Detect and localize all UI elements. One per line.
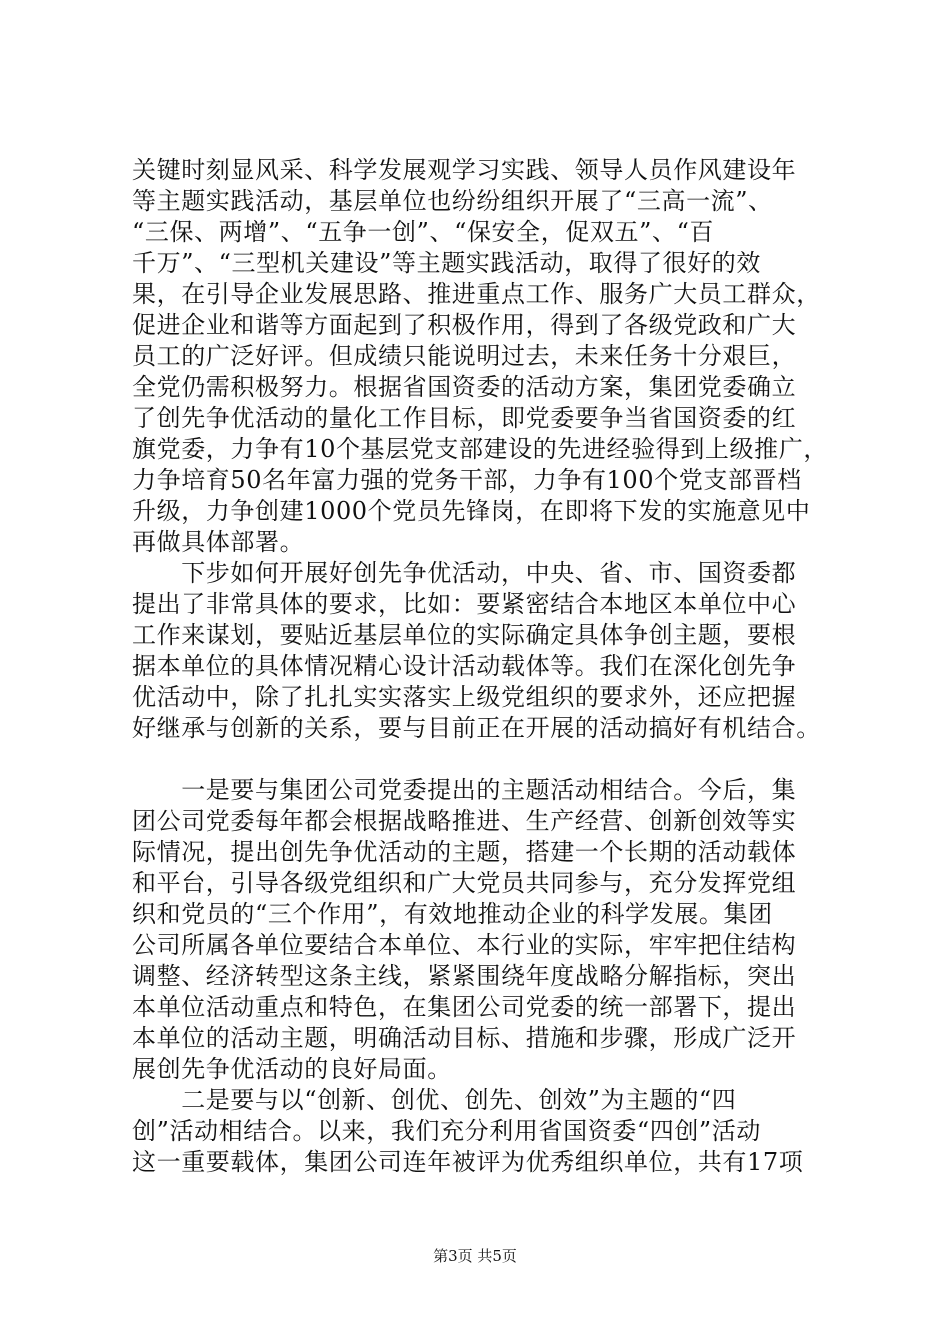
text-line: 提出了非常具体的要求，比如：要紧密结合本地区本单位中心 — [132, 590, 797, 618]
text-line: 本单位的活动主题，明确活动目标、措施和步骤，形成广泛开 — [132, 1024, 797, 1052]
text-line: 际情况，提出创先争优活动的主题，搭建一个长期的活动载体 — [132, 838, 797, 866]
text-line: 展创先争优活动的良好局面。 — [132, 1055, 452, 1083]
text-line: 工作来谋划，要贴近基层单位的实际确定具体争创主题，要根 — [132, 621, 797, 649]
text-line: 织和党员的“三个作用”，有效地推动企业的科学发展。集团 — [132, 900, 773, 928]
text-line: 关键时刻显风采、科学发展观学习实践、领导人员作风建设年 — [132, 156, 797, 184]
text-line: 本单位活动重点和特色，在集团公司党委的统一部署下，提出 — [132, 993, 797, 1021]
text-line: 员工的广泛好评。但成绩只能说明过去，未来任务十分艰巨， — [132, 342, 797, 370]
text-line: 促进企业和谐等方面起到了积极作用，得到了各级党政和广大 — [132, 311, 797, 339]
text-line: 据本单位的具体情况精心设计活动载体等。我们在深化创先争 — [132, 652, 797, 680]
text-line: 全党仍需积极努力。根据省国资委的活动方案，集团党委确立 — [132, 373, 797, 401]
text-line: 二是要与以“创新、创优、创先、创效”为主题的“四 — [132, 1086, 737, 1114]
text-line: 公司所属各单位要结合本单位、本行业的实际，牢牢把住结构 — [132, 931, 797, 959]
text-line: 了创先争优活动的量化工作目标，即党委要争当省国资委的红 — [132, 404, 797, 432]
text-line: 等主题实践活动，基层单位也纷纷组织开展了“三高一流”、 — [132, 187, 773, 215]
text-line: “三保、两增”、“五争一创”、“保安全，促双五”、“百 — [132, 218, 715, 246]
text-line: 力争培育50名年富力强的党务干部，力争有100个党支部晋档 — [132, 466, 802, 494]
text-line: 果，在引导企业发展思路、推进重点工作、服务广大员工群众， — [132, 280, 821, 308]
text-line: 下步如何开展好创先争优活动，中央、省、市、国资委都 — [132, 559, 797, 587]
text-line: 一是要与集团公司党委提出的主题活动相结合。今后，集 — [132, 776, 797, 804]
text-line: 优活动中，除了扎扎实实落实上级党组织的要求外，还应把握 — [132, 683, 797, 711]
text-line: 团公司党委每年都会根据战略推进、生产经营、创新创效等实 — [132, 807, 797, 835]
text-line: 调整、经济转型这条主线，紧紧围绕年度战略分解指标，突出 — [132, 962, 797, 990]
page-footer: 第3页 共5页 — [433, 1247, 517, 1265]
text-line: 旗党委，力争有10个基层党支部建设的先进经验得到上级推广， — [132, 435, 828, 463]
text-line: 再做具体部署。 — [132, 528, 305, 556]
text-line: 好继承与创新的关系，要与目前正在开展的活动搞好有机结合。 — [132, 714, 821, 742]
text-line: 和平台，引导各级党组织和广大党员共同参与，充分发挥党组 — [132, 869, 797, 897]
text-line: 升级，力争创建1000个党员先锋岗，在即将下发的实施意见中 — [132, 497, 811, 525]
text-line: 这一重要载体，集团公司连年被评为优秀组织单位，共有17项 — [132, 1148, 804, 1176]
text-line: 千万”、“三型机关建设”等主题实践活动，取得了很好的效 — [132, 249, 762, 277]
text-line: 创”活动相结合。以来，我们充分利用省国资委“四创”活动 — [132, 1117, 762, 1145]
